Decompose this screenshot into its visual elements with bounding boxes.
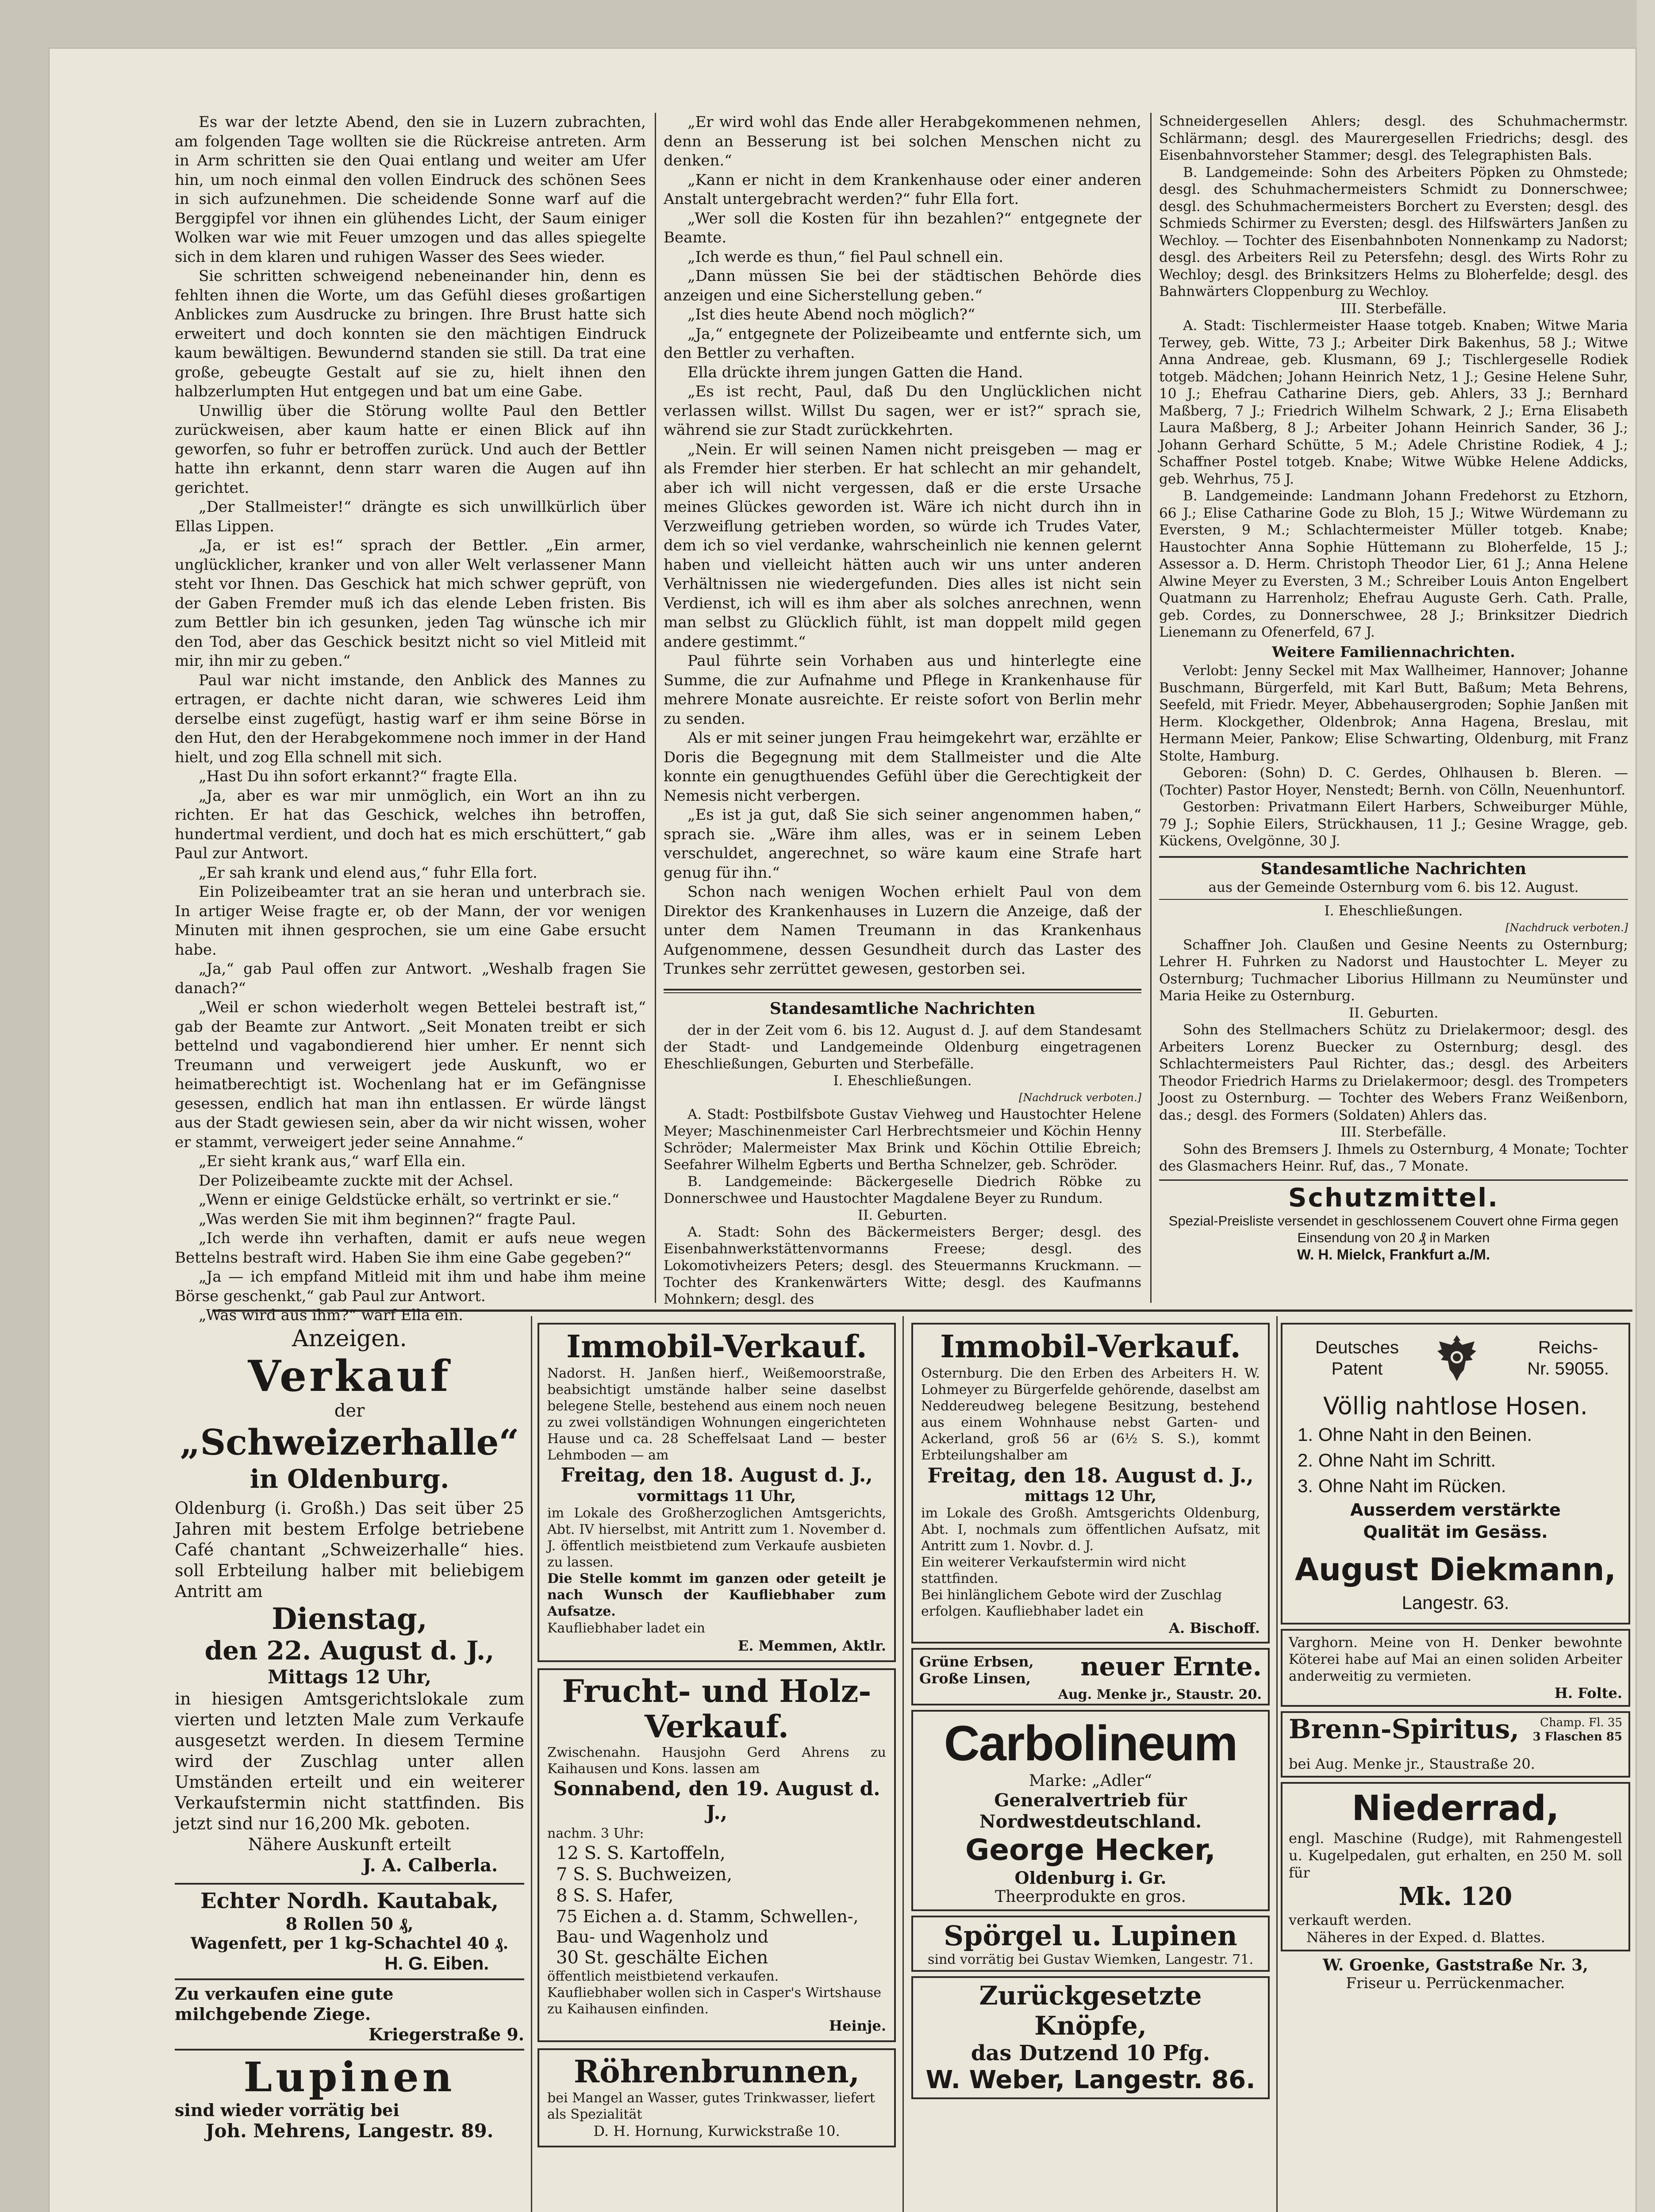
paragraph: Es war der letzte Abend, den sie in Luzern zubrachten, am folgenden Tage wollten sie die Rückreise antreten. Arm in Arm schritten sie den Quai entlang und weiter am Ufer hin, um noch einmal den vollen Eindruck des schönen Sees in sich aufzunehmen. Die scheidende Sonne warf auf die Berggipfel vor ihnen ein glühendes Licht, der Saum einiger Wolken war wie mit Feuer umzogen und das alles spiegelte sich in dem klaren und ruhigen Wasser des Sees wieder. xyxy=(175,113,646,266)
immobil-body-3: Die Stelle kommt im ganzen oder geteilt je nach Wunsch der Kaufliebhaber zum Aufsatze. xyxy=(547,1571,886,1619)
patent-number: Nr. 59055. xyxy=(1527,1359,1609,1379)
hecker-city: Oldenburg i. Gr. xyxy=(1014,1868,1167,1888)
der-label: der xyxy=(334,1401,365,1421)
civil-entry: Sohn des Bremsers J. Ihmels zu Osternburg, 4 Monate; Tochter des Glasmachers Heinr. Ruf, das., 7 Monate. xyxy=(1159,1141,1628,1174)
reprint-note: [Nachdruck verboten.] xyxy=(1505,922,1628,934)
civil-entry: A. Stadt: Tischlermeister Haase totgeb. Knaben; Witwe Maria Terwey, geb. Witte, 73 J.; Arbeiter Dirk Bakenhus, 58 J.; Witwe Anna Andreae, geb. Klusmann, 69 J.; Tischlergeselle Rodiek totgeb. Mädchen; Johann Heinrich Netz, 1 J.; Gesine Helene Suhr, 10 J.; Ehefrau Catharine Diers, geb. Ahlers, 33 J.; Bernhard Maßberg, 7 J.; Friedrich Wilhelm Schwark, 2 J.; Erna Elisabeth Laura Maßberg, 8 J.; Arbeiter Johann Heinrich Sander, 36 J.; Johann Gerhard Schütte, 5 M.; Adele Christine Rodiek, 4 J.; Schaffner Postel totgeb. Knabe; Witwe Wübke Helene Addicks, geb. Wehrhus, 75 J. xyxy=(1159,318,1628,487)
frucht-title-1: Frucht- und Holz- xyxy=(562,1673,872,1709)
schutzmittel-firm: W. H. Mielck, Frankfurt a./M. xyxy=(1297,1246,1490,1263)
brennspiritus-price-2: 3 Flaschen 85 xyxy=(1532,1730,1622,1743)
immobil-date: Freitag, den 18. August d. J., xyxy=(561,1464,873,1486)
hosen-feature: 2. Ohne Naht im Schritt. xyxy=(1298,1450,1496,1471)
paragraph: „Ich werde es thun,“ fiel Paul schnell ein. xyxy=(687,248,1004,266)
paragraph: Ein Polizeibeamter trat an sie heran und unterbrach sie. In artiger Weise fragte er, ob der Mann, der vor wenigen Minuten mit ihnen gesprochen, sie um eine Gabe ersucht habe. xyxy=(175,883,646,959)
paragraph: Unwillig über die Störung wollte Paul den Bettler zurückweisen, aber kaum hatte er einen Blick auf ihn geworfen, so fuhr er betroffen zurück. Und auch der Bettler hatte ihn erkannt, denn starr waren die Augen auf ihn gerichtet. xyxy=(175,402,646,497)
lupinen-firm: Joh. Mehrens, Langestr. 89. xyxy=(205,2120,494,2142)
hosen-feature: 1. Ohne Naht in den Beinen. xyxy=(1298,1424,1532,1445)
weber-firm: W. Weber, Langestr. 86. xyxy=(925,2066,1256,2094)
section-rule-thin xyxy=(1159,899,1628,900)
hosen-feature: 3. Ohne Naht im Rücken. xyxy=(1298,1475,1506,1496)
linsen-label: Große Linsen, xyxy=(919,1670,1031,1687)
civil-register-title: Standesamtliche Nachrichten xyxy=(769,999,1036,1018)
paragraph: „Er sah krank und elend aus,“ fuhr Ella fort. xyxy=(199,864,538,882)
immobil-title: Immobil-Verkauf. xyxy=(566,1328,867,1365)
civil2-heading-births: II. Geburten. xyxy=(1348,1005,1439,1021)
column-1 xyxy=(175,113,646,1324)
paragraph: „Dann müssen Sie bei der städtischen Behörde dies anzeigen und eine Sicherstellung geben.“ xyxy=(664,267,1141,304)
patent-label: Patent xyxy=(1331,1359,1383,1379)
ad-rule-3 xyxy=(1276,1316,1278,2212)
immobil2-date: Freitag, den 18. August d. J., xyxy=(927,1463,1254,1487)
immobil2-time: mittags 12 Uhr, xyxy=(1025,1487,1156,1505)
carbolineum-title: Carbolineum xyxy=(944,1716,1237,1771)
civil-entry: A. Stadt: Postbilfsbote Gustav Viehweg und Haustochter Helene Meyer; Maschinenmeister Carl Herbrechtsmeier und Köchin Henny Schröder; Malermeister Max Brink und Köchin Ottilie Ebreich; Seefahrer Wilhelm Egberts und Bertha Schnelzer, geb. Schröder. xyxy=(664,1106,1141,1173)
paragraph: „Er wird wohl das Ende aller Herabgekommenen nehmen, denn an Besserung ist bei solchen Menschen nicht zu denken.“ xyxy=(664,113,1141,169)
frucht-item: 75 Eichen a. d. Stamm, Schwellen-, Bau- und Wagenholz und xyxy=(556,1907,859,1947)
immobil-verkauf-nadorst xyxy=(538,1323,896,1662)
frucht-body-2: öffentlich meistbietend verkaufen. xyxy=(547,1969,779,1984)
ad-column-1 xyxy=(175,1323,524,2212)
paragraph: „Kann er nicht in dem Krankenhause oder einer anderen Anstalt untergebracht werden?“ fuhr Ella fort. xyxy=(664,171,1141,208)
paragraph: Schon nach wenigen Wochen erhielt Paul von dem Direktor des Krankenhauses in Luzern die Anzeige, daß der unter dem Namen Treumann in das Krankenhaus Aufgenommene, dessen Gesundheit durch das Laster des Trunkes sehr zerrüttet gewesen, gestorben sei. xyxy=(664,883,1141,978)
schutzmittel-title: Schutzmittel. xyxy=(1288,1182,1499,1213)
immobil2-body-3: Ein weiterer Verkaufstermin wird nicht stattfinden. xyxy=(921,1555,1186,1586)
frucht-holz-verkauf xyxy=(538,1668,896,2042)
paragraph: „Es ist recht, Paul, daß Du den Unglücklichen nicht verlassen willst. Willst Du sagen, wer er ist?“ sprach sie, während sie zur Stadt zurückkehrten. xyxy=(664,383,1141,439)
frucht-time: nachm. 3 Uhr: xyxy=(547,1826,644,1841)
lupinen-title: Lupinen xyxy=(243,2053,456,2101)
carbolineum-ad xyxy=(911,1710,1270,1911)
family-died: Gestorben: Privatmann Eilert Harbers, Schweiburger Mühle, 79 J.; Sophie Eilers, Strückhausen, 11 J.; Gesine Wragge, geb. Kückens, Ovelgönne, 30 J. xyxy=(1159,799,1628,849)
section-rule xyxy=(1159,856,1628,858)
verkauf-date: den 22. August d. J., xyxy=(204,1636,495,1666)
roehrenbrunnen-firm: D. H. Hornung, Kurwickstraße 10. xyxy=(593,2123,840,2139)
family-engaged: Verlobt: Jenny Seckel mit Max Wallheimer, Hannover; Johanne Buschmann, Bürgerfeld, mit Karl Butt, Baßum; Meta Behrens, Seefeld, mit Friedr. Meyer, Abbehausergroden; Sophie Janßen mit Herm. Klockgether, Oldenbrok; Anna Hagena, Breslau, mit Hermann Meier, Pankow; Elise Schwarting, Oldenburg, mit Franz Stolte, Hamburg. xyxy=(1159,663,1628,764)
knoepfe-title: Zurückgesetzte Knöpfe, xyxy=(979,1981,1202,2041)
civil-entry: Sohn des Stellmachers Schütz zu Drielakermoor; desgl. des Arbeiters Lorenz Buecker zu Osternburg; desgl. des Schlachtermeisters Paul Richter, das.; desgl. des Arbeiters Theodor Friedrich Harms zu Drielakermoor; desgl. des Trompeters Joost zu Osternburg. — Tochter des Webers Franz Weißenborn, das.; desgl. des Formers (Soldaten) Ahlers das. xyxy=(1159,1022,1628,1123)
ziege-text: Zu verkaufen eine gute milchgebende Ziege. xyxy=(175,1984,394,2024)
paragraph: „Ja,“ entgegnete der Polizeibeamte und entfernte sich, um den Bettler zu verhaften. xyxy=(664,325,1141,362)
paragraph: „Wenn er einige Geldstücke erhält, so vertrinkt er sie.“ xyxy=(199,1191,620,1209)
paragraph: „Der Stallmeister!“ drängte es sich unwillkürlich über Ellas Lippen. xyxy=(175,498,646,535)
eagle-emblem-icon xyxy=(1435,1332,1479,1385)
civil-entry: Schneidergesellen Ahlers; desgl. des Schuhmachermstr. Schlärmann; desgl. des Maurergesellen Friedrichs; desgl. des Eisenbahnvorsteher Stammer; desgl. des Telegraphisten Bals. xyxy=(1159,113,1628,163)
paragraph: „Was werden Sie mit ihm beginnen?“ fragte Paul. xyxy=(199,1210,576,1228)
groenke-line: Friseur u. Perrückenmacher. xyxy=(1346,1974,1565,1992)
frucht-date: Sonnabend, den 19. August d. J., xyxy=(553,1778,880,1824)
immobil2-body: Osternburg. Die den Erben des Arbeiters H. W. Lohmeyer zu Bürgerfelde gehörende, daselbst am Neddereudweg belegene Besitzung, bestehend aus einem Wohnhause nebst Garten- und Ackerland, groß 56 ar (6½ S. S.), kommt Erbteilungshalber am xyxy=(921,1366,1260,1463)
koeterei-ad xyxy=(1281,1629,1630,1707)
frucht-title-2: Verkauf. xyxy=(644,1708,789,1745)
frucht-signer: Heinje. xyxy=(829,2017,886,2034)
ad-column-2 xyxy=(538,1323,896,2212)
paragraph: Der Polizeibeamte zuckte mit der Achsel. xyxy=(199,1171,514,1190)
paragraph: „Es ist ja gut, daß Sie sich seiner angenommen haben,“ sprach sie. „Wäre ihm alles, was er in seinem Leben verschuldet, angerechnet, so wäre kaum eine Strafe hart genug für ihn.“ xyxy=(664,806,1141,882)
city-label: in Oldenburg. xyxy=(250,1464,449,1494)
paragraph: „Ja, er ist es!“ sprach der Bettler. „Ein armer, unglücklicher, kranker und von aller Welt verlassener Mann steht vor Ihnen. Das Geschick hat mich schwer geprüft, von der Gaben Fremder muß ich das elende Leben fristen. Bis zum Bettler bin ich gesunken, jeden Tag wünsche ich mir den Tod, aber das Geschick besitzt nicht so viel Mitleid mit mir, ihn mir zu geben.“ xyxy=(175,537,646,670)
civil2-heading-deaths: III. Sterbefälle. xyxy=(1340,1124,1447,1140)
immobil-body-2: im Lokale des Großherzoglichen Amtsgerichts, Abt. IV hierselbst, mit Antritt zum 1. November d. J. öffentlich meistbietend zum Verkaufe ausbieten zu lassen. xyxy=(547,1505,886,1570)
paragraph: „Ja — ich empfand Mitleid mit ihm und habe ihm meine Börse geschenkt,“ gab Paul zur Antwort. xyxy=(175,1268,646,1305)
column-rule-2 xyxy=(1150,113,1152,1303)
ad-rule-1 xyxy=(531,1316,532,2212)
niederrad-body-2: verkauft werden. xyxy=(1289,1912,1412,1928)
roehrenbrunnen-ad xyxy=(538,2048,896,2147)
verkauf-day: Dienstag, xyxy=(272,1601,427,1636)
frucht-body-3: Kaufliebhaber wollen sich in Casper's Wirtshause zu Kaihausen einfinden. xyxy=(547,1985,881,2017)
deutsches-label: Deutsches xyxy=(1315,1338,1399,1357)
frucht-body: Zwischenahn. Hausjohn Gerd Ahrens zu Kaihausen und Kons. lassen am xyxy=(547,1745,886,1777)
section-rule xyxy=(664,989,1141,991)
kautabak-title: Echter Nordh. Kautabak, xyxy=(200,1889,499,1913)
wagenfett-line: Wagenfett, per 1 kg-Schachtel 40 ₰. xyxy=(190,1934,509,1953)
groenke-ad xyxy=(1281,1951,1630,1992)
niederrad-ad xyxy=(1281,1782,1630,1951)
paragraph: „Wer soll die Kosten für ihn bezahlen?“ entgegnete der Beamte. xyxy=(664,209,1141,246)
carbolineum-mark: Marke: „Adler“ xyxy=(1029,1772,1152,1790)
groenke-firm: W. Groenke, Gaststraße Nr. 3, xyxy=(1323,1956,1588,1974)
paragraph: Paul war nicht imstande, den Anblick des Mannes zu ertragen, er dachte nicht daran, wie schweres Leid ihm derselbe einst zugefügt, hastig warf er ihm seine Börse in den Hut, den der Herabgekommene noch immer in der Hand hielt, und zog Ella schnell mit sich. xyxy=(175,671,646,766)
civil-register-osternburg-title: Standesamtliche Nachrichten xyxy=(1260,859,1527,878)
immobil-verkauf-osternburg xyxy=(911,1323,1270,1644)
neuer-ernte-label: neuer Ernte. xyxy=(1080,1651,1262,1682)
immobil-signer: E. Memmen, Aktlr. xyxy=(737,1637,886,1654)
ads-heading: Anzeigen. xyxy=(292,1325,407,1352)
frucht-item: 7 S. S. Buchweizen, xyxy=(556,1864,733,1885)
spoergel-ad xyxy=(911,1916,1270,1972)
paragraph: „Ich werde ihn verhaften, damit er aufs neue wegen Bettelns bestraft wird. Haben Sie ihm eine Gabe gegeben?“ xyxy=(175,1229,646,1267)
immobil-time: vormittags 11 Uhr, xyxy=(637,1487,796,1505)
reprint-note: [Nachdruck verboten.] xyxy=(1019,1091,1141,1104)
ad-rule xyxy=(175,2049,524,2051)
paragraph: „Ja, aber es war mir unmöglich, ein Wort an ihn zu richten. Er hat das Geschick, welches ihn betroffen, hundertmal verdient, und doch hat es mich erschüttert,“ gab Paul zur Antwort. xyxy=(175,787,646,862)
knoepfe-line: das Dutzend 10 Pfg. xyxy=(971,2041,1210,2066)
paragraph: „Weil er schon wiederholt wegen Bettelei bestraft ist,“ gab der Beamte zur Antwort. „Seit Monaten treibt er sich bettelnd und vagabondierend hier umher. Er nennt sich Treumann und verweigert jede Auskunft, wo er heimatberechtigt ist. Wochenlang hat er im Gefängnisse gesessen, endlich hat man ihn entlassen. Er würde längst aus der Stadt gewiesen sein, aber da wir nicht wissen, woher er stammt, verweigert jeder seine Annahme.“ xyxy=(175,998,646,1151)
frucht-item: 30 St. geschälte Eichen xyxy=(556,1947,768,1968)
roehrenbrunnen-title: Röhrenbrunnen, xyxy=(573,2053,860,2090)
paragraph: Sie schritten schweigend nebeneinander hin, denn es fehlten ihnen die Worte, um das Gefühl dieses großartigen Anblickes zum Ausdrucke zu bringen. Ihre Brust hatte sich erweitert und doch konnten sie den mächtigen Eindruck kaum bewältigen. Bewundernd standen sie still. Da trat eine große, gebeugte Gestalt auf sie zu, hielt ihnen den halbzerlumpten Hut entgegen und bat um eine Gabe. xyxy=(175,267,646,400)
immobil2-signer: A. Bischoff. xyxy=(1169,1620,1260,1636)
hosen-extra: Ausserdem verstärkte Qualität im Gesäss. xyxy=(1350,1500,1561,1542)
ad-rule-2 xyxy=(902,1316,904,2212)
civil-entry: A. Stadt: Sohn des Bäckermeisters Berger; desgl. des Eisenbahnwerkstättenvormanns Freese; desgl. des Lokomotivheizers Peters; desgl. des Steuermanns Kruckmann. — Tochter des Krankenwärters Witte; desgl. des Kaufmanns Mohnkern; desgl. des xyxy=(664,1224,1141,1307)
immobil-body: Nadorst. H. Janßen hierf., Weißemoorstraße, beabsichtigt umstände halber seine daselbst belegene Stelle, bestehend aus einem noch neuen zu zwei vollständigen Wohnungen eingerichteten Hause und ca. 28 Scheffelsaat Land — bester Lehmboden — am xyxy=(547,1366,886,1463)
hecker-firm: George Hecker, xyxy=(965,1833,1216,1867)
paragraph: Ella drückte ihrem jungen Gatten die Hand. xyxy=(687,363,1023,381)
verkauf-time: Mittags 12 Uhr, xyxy=(267,1666,432,1688)
family-news-title: Weitere Familiennachrichten. xyxy=(1272,643,1515,661)
ad-rule xyxy=(175,1883,524,1885)
reichs-label: Reichs- xyxy=(1538,1338,1598,1357)
schweizerhalle-title: „Schweizerhalle“ xyxy=(180,1421,519,1463)
immobil2-title: Immobil-Verkauf. xyxy=(940,1328,1241,1365)
paragraph: „Hast Du ihn sofort erkannt?“ fragte Ella. xyxy=(199,768,518,785)
civil2-heading-marriages: I. Eheschließungen. xyxy=(1324,902,1463,919)
ad-column-4 xyxy=(1281,1323,1630,2212)
niederrad-title: Niederrad, xyxy=(1352,1789,1559,1828)
civil-register-osternburg-intro: aus der Gemeinde Osternburg vom 6. bis 12. August. xyxy=(1208,879,1579,895)
civil-heading-deaths: III. Sterbefälle. xyxy=(1340,300,1447,317)
niederrad-price: Mk. 120 xyxy=(1398,1882,1513,1911)
ad-column-3 xyxy=(911,1323,1270,2212)
spoergel-title: Spörgel u. Lupinen xyxy=(944,1920,1237,1952)
menke-firm: Aug. Menke jr., Staustr. 20. xyxy=(1058,1687,1262,1702)
brennspiritus-title: Brenn-Spiritus, xyxy=(1289,1714,1520,1745)
paragraph: Paul führte sein Vorhaben aus und hinterlegte eine Summe, die zur Aufnahme und Pflege in Krankenhause für mehrere Monate ausreichte. Er reiste sofort von Berlin mehr zu senden. xyxy=(664,652,1141,728)
column-2 xyxy=(664,113,1141,1307)
immobil2-body-4: Bei hinlänglichem Gebote wird der Zuschlag erfolgen. Kaufliebhaber ladet ein xyxy=(921,1587,1222,1619)
erbsen-label: Grüne Erbsen, xyxy=(919,1653,1034,1670)
hosen-ad xyxy=(1281,1323,1630,1624)
civil-heading-marriages: I. Eheschließungen. xyxy=(833,1073,972,1089)
immobil2-body-2: im Lokale des Großh. Amtsgerichts Oldenburg, Abt. I, nochmals zum öffentlichen Aufsatz, mit Antritt zum 1. Novbr. d. J. xyxy=(921,1505,1260,1554)
civil-entry: B. Landgemeinde: Bäckergeselle Diedrich Röbke zu Donnerschwee und Haustochter Magdalene Beyer zu Rundum. xyxy=(664,1174,1141,1206)
civil-entry: B. Landgemeinde: Sohn des Arbeiters Pöpken zu Ohmstede; desgl. des Schuhmachermeisters Schmidt zu Donnerschwee; desgl. des Schuhmachermeisters Borchert zu Eversten; desgl. des Schmieds Schirmer zu Eversten; desgl. des Hilfswärters Janßen zu Wechloy. — Tochter des Eisenbahnboten Nonnenkamp zu Nadorst; desgl. des Arbeiters Reil zu Petersfehn; desgl. des Wirts Rohr zu Wechloy; desgl. des Brinksitzers Helms zu Bloherfelde; desgl. des Bahnwärters Cloppenburg zu Wechloy. xyxy=(1159,164,1628,300)
civil-heading-births: II. Geburten. xyxy=(857,1207,948,1223)
paragraph: „Ja,“ gab Paul offen zur Antwort. „Weshalb fragen Sie danach?“ xyxy=(175,960,646,997)
hosen-title: Völlig nahtlose Hosen. xyxy=(1323,1392,1588,1420)
column-rule-1 xyxy=(655,113,656,1303)
schutzmittel-text: Spezial-Preisliste versendet in geschlossenem Couvert ohne Firma gegen Einsendung von 20 ₰ in Marken xyxy=(1168,1213,1619,1245)
paragraph: „Er sieht krank aus,“ warf Ella ein. xyxy=(199,1152,466,1170)
paragraph: „Ist dies heute Abend noch möglich?“ xyxy=(687,306,975,323)
verkauf-contact: Nähere Auskunft erteilt xyxy=(248,1835,451,1854)
brennspiritus-firm: bei Aug. Menke jr., Staustraße 20. xyxy=(1289,1755,1535,1772)
roehrenbrunnen-body: bei Mangel an Wasser, gutes Trinkwasser, liefert als Spezialität xyxy=(547,2090,875,2122)
diekmann-addr: Langestr. 63. xyxy=(1402,1592,1509,1613)
niederrad-body-3: Näheres in der Exped. d. Blattes. xyxy=(1306,1929,1545,1946)
koeterei-signer: H. Folte. xyxy=(1554,1685,1622,1701)
family-born: Geboren: (Sohn) D. C. Gerdes, Ohlhausen b. Bleren. — (Tochter) Pastor Hoyer, Nenstedt; Bernh. von Cölln, Neuenhuntorf. xyxy=(1159,765,1628,798)
verkauf-body-2: in hiesigen Amtsgerichtslokale zum vierten und letzten Male zum Verkaufe ausgesetzt werden. In diesem Termine wird der Zuschlag unter allen Umständen erteilt und ein weiterer Verkaufstermin nicht stattfinden. Bis jetzt sind nur 16,200 Mk. geboten. xyxy=(175,1689,524,1833)
section-rule xyxy=(1159,1179,1628,1181)
erbsen-linsen-ad xyxy=(911,1648,1270,1705)
ad-rule xyxy=(175,1978,524,1980)
civil-register-intro: der in der Zeit vom 6. bis 12. August d. J. auf dem Standesamt der Stadt- und Landgemeinde Oldenburg eingetragenen Eheschließungen, Geburten und Sterbefälle. xyxy=(664,1022,1141,1072)
spoergel-text: sind vorrätig bei Gustav Wiemken, Langestr. 71. xyxy=(927,1952,1253,1967)
carbolineum-dist: Generalvertrieb für Nordwestdeutschland. xyxy=(979,1790,1202,1832)
frucht-item: 8 S. S. Hafer, xyxy=(556,1886,674,1906)
verkauf-body: Oldenburg (i. Großh.) Das seit über 25 Jahren mit bestem Erfolge betriebene Café chantant „Schweizerhalle“ hies. soll Erbteilung halber mit beliebigem Antritt am xyxy=(175,1498,524,1601)
hecker-products: Theerprodukte en gros. xyxy=(995,1888,1186,1906)
knoepfe-ad xyxy=(911,1976,1270,2099)
brennspiritus-price-1: Champ. Fl. 35 xyxy=(1540,1716,1622,1729)
kautabak-line: 8 Rollen 50 ₰, xyxy=(285,1914,414,1934)
ziege-addr: Kriegerstraße 9. xyxy=(369,2024,524,2044)
lupinen-text: sind wieder vorrätig bei xyxy=(175,2100,399,2120)
page-edge xyxy=(1637,0,1655,2212)
koeterei-body: Varghorn. Meine von H. Denker bewohnte Köterei habe auf Mai an einen soliden Arbeiter anderweitig zu vermieten. xyxy=(1289,1635,1622,1684)
paragraph: Als er mit seiner jungen Frau heimgekehrt war, erzählte er Doris die Begegnung mit dem Stallmeister und die Alte konnte ein genugthuendes Gefühl über die Gerechtigkeit der Nemesis nicht verbergen. xyxy=(664,729,1141,805)
brennspiritus-ad xyxy=(1281,1711,1630,1778)
immobil-invite: Kaufliebhaber ladet ein xyxy=(547,1621,705,1636)
niederrad-body: engl. Maschine (Rudge), mit Rahmengestell u. Kugelpedalen, gut erhalten, en 250 M. soll für xyxy=(1289,1830,1622,1881)
paragraph: „Nein. Er will seinen Namen nicht preisgeben — mag er als Fremder hier sterben. Er hat schlecht an mir gehandelt, aber ich will nicht vergessen, daß er die erste Ursache meines Glückes geworden ist. Wäre ich nicht durch ihn in Verzweiflung getrieben worden, so würde ich Trudes Vater, dem ich so viel verdanke, wahrscheinlich nie kennen gelernt haben und vielleicht hätten auch wir uns unter anderen Verhältnissen nie wiedergefunden. Dies alles ist nicht sein Verdienst, ich will es ihm aber als solches anrechnen, wenn man selbst zu Glücklich fühlt, ist man doppelt mild gegen andere gestimmt.“ xyxy=(664,440,1141,651)
eiben-firm: H. G. Eiben. xyxy=(384,1953,489,1974)
section-rule-thin xyxy=(664,992,1141,993)
verkauf-title: Verkauf xyxy=(248,1351,451,1401)
civil-entry: Schaffner Joh. Claußen und Gesine Neents zu Osternburg; Lehrer H. Fuhrken zu Nadorst und Haustochter L. Meyer zu Osternburg; Tuchmacher Liborius Hillmann zu Neumünster und Maria Heike zu Osternburg. xyxy=(1159,937,1628,1004)
column-3 xyxy=(1159,113,1628,1303)
diekmann-firm: August Diekmann, xyxy=(1294,1551,1616,1588)
civil-entry: B. Landgemeinde: Landmann Johann Fredehorst zu Etzhorn, 66 J.; Elise Catharine Gode zu Bloh, 15 J.; Witwe Würdemann zu Eversten, 9 M.; Schlachtermeister Müller totgeb. Knabe; Haustochter Anna Sophie Hüttemann zu Bloherfelde, 15 J.; Assessor a. D. Herm. Christoph Theodor Lier, 61 J.; Anna Helene Alwine Meyer zu Eversten, 3 M.; Schreiber Louis Anton Engelbert Quatmann zu Harrenholz; Ehefrau Auguste Gerh. Cath. Pralle, geb. Cordes, zu Donnerschwee, 28 J.; Brinksitzer Diedrich Lienemann zu Ofenerfeld, 67 J. xyxy=(1159,488,1628,640)
paragraph: „Was wird aus ihm?“ warf Ella ein. xyxy=(199,1306,463,1324)
frucht-item: 12 S. S. Kartoffeln, xyxy=(556,1843,726,1863)
verkauf-signer: J. A. Calberla. xyxy=(362,1855,498,1876)
